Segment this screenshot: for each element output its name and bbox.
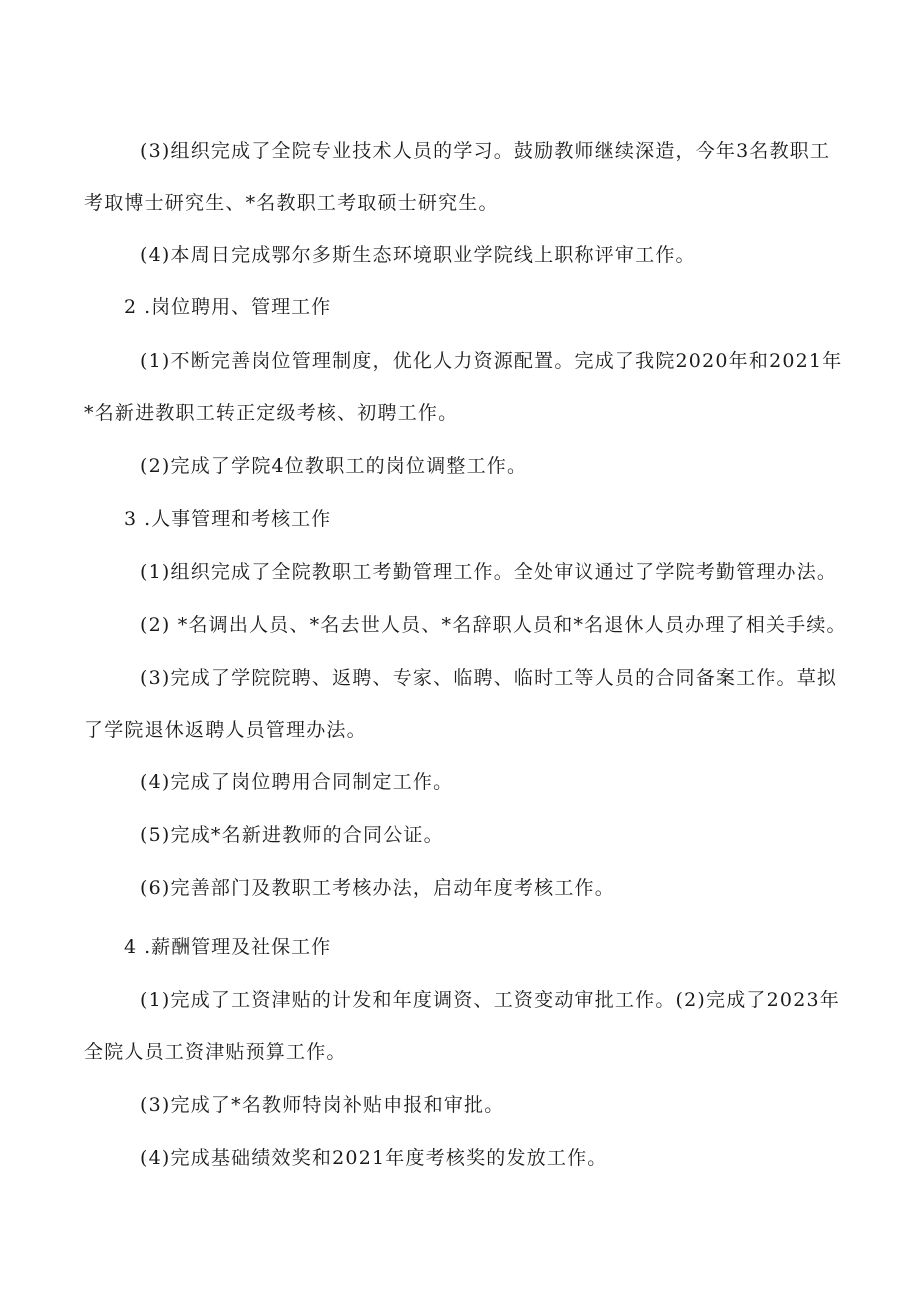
- paragraph-line: (1)组织完成了全院教职工考勤管理工作。全处审议通过了学院考勤管理办法。: [140, 561, 838, 583]
- paragraph-line: (5)完成*名新进教师的合同公证。: [140, 824, 444, 846]
- paragraph-line: (1)完成了工资津贴的计发和年度调资、工资变动审批工作。(2)完成了2023年: [140, 989, 840, 1011]
- paragraph-line: (4)完成了岗位聘用合同制定工作。: [140, 771, 454, 793]
- paragraph-line: (4)本周日完成鄂尔多斯生态环境职业学院线上职称评审工作。: [140, 244, 696, 266]
- paragraph-line: 考取博士研究生、*名教职工考取硕士研究生。: [84, 192, 499, 214]
- paragraph-line: (3)完成了*名教师特岗补贴申报和审批。: [140, 1094, 505, 1116]
- paragraph-line: (2) *名调出人员、*名去世人员、*名辞职人员和*名退休人员办理了相关手续。: [140, 614, 847, 636]
- paragraph-line: 全院人员工资津贴预算工作。: [84, 1041, 347, 1063]
- paragraph-line: 了学院退休返聘人员管理办法。: [84, 719, 367, 741]
- paragraph-line: (6)完善部门及教职工考核办法，启动年度考核工作。: [140, 877, 615, 899]
- paragraph-line: (4)完成基础绩效奖和2021年度考核奖的发放工作。: [140, 1147, 608, 1169]
- paragraph-line: *名新进教职工转正定级考核、初聘工作。: [84, 402, 459, 424]
- section-heading: 3 .人事管理和考核工作: [124, 508, 332, 530]
- paragraph-line: (1)不断完善岗位管理制度，优化人力资源配置。完成了我院2020年和2021年: [140, 350, 843, 372]
- section-heading: 4 .薪酬管理及社保工作: [124, 936, 332, 958]
- paragraph-line: (2)完成了学院4位教职工的岗位调整工作。: [140, 455, 528, 477]
- paragraph-line: (3)完成了学院院聘、返聘、专家、临聘、临时工等人员的合同备案工作。草拟: [140, 667, 838, 689]
- paragraph-line: (3)组织完成了全院专业技术人员的学习。鼓励教师继续深造，今年3名教职工: [140, 140, 831, 162]
- section-heading: 2 .岗位聘用、管理工作: [124, 296, 332, 318]
